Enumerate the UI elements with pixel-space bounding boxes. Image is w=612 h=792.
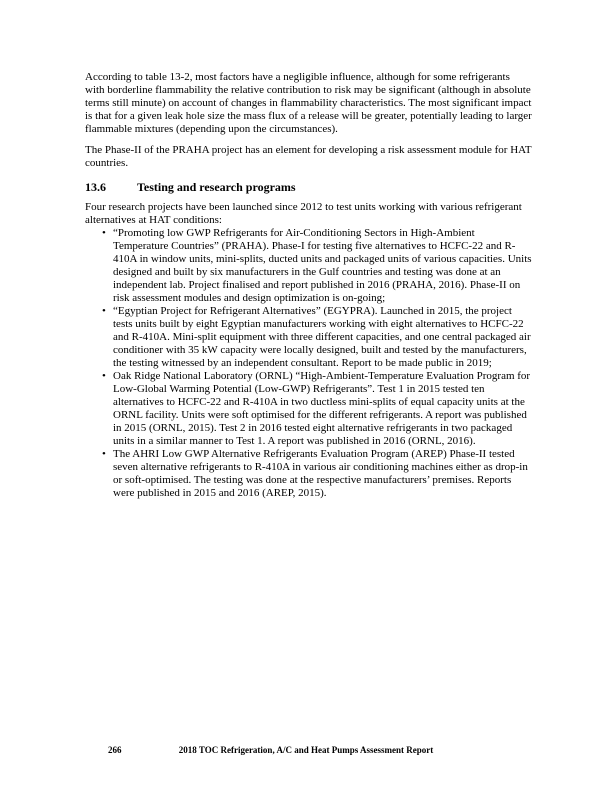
bullet-icon: • [102, 370, 106, 382]
list-item-praha [85, 227, 532, 305]
paragraph-risk-factors: According to table 13-2, most factors have a negligible influence, although for some refrigerants with borderline flammability the relative contribution to risk may be significant (although in absolute terms still minute) on account of changes in flammability characteristics. The most significant impact is that for a given leak hole size the mass flux of a release will be greater, potentially leading to larger flammable mixtures (depending upon the circumstances). [85, 71, 532, 135]
section-heading [85, 180, 532, 194]
list-item-text: Oak Ridge National Laboratory (ORNL) “High-Ambient-Temperature Evaluation Program for Low-Global Warming Potential (Low-GWP) Refrigerants”. Test 1 in 2015 tested ten alternatives to HCFC-22 and R-410A in two ductless mini-splits of equal capacity units at the ORNL facility. Units were soft optimised for the different refrigerants. A report was published in 2015 (ORNL, 2015). Test 2 in 2016 tested eight alternative refrigerants in two packaged units in a similar manner to Test 1. A report was published in 2016 (ORNL, 2016). [113, 370, 531, 447]
list-item-text: “Promoting low GWP Refrigerants for Air-Conditioning Sectors in High-Ambient Temperature Countries” (PRAHA). Phase-I for testing five alternatives to HCFC-22 and R-410A in window units, mini-splits, ducted units and packaged units of various capacities. Units designed and built by six manufacturers in the Gulf countries and testing was done at an independent lab. Project finalised and report published in 2016 (PRAHA, 2016). Phase-II on risk assessment modules and design optimization is on-going; [113, 227, 532, 304]
list-item-text: The AHRI Low GWP Alternative Refrigerants Evaluation Program (AREP) Phase-II tested seven alternative refrigerants to R-410A in various air conditioning machines either as drop-in or soft-optimised. The testing was done at the respective manufacturers’ premises. Reports were published in 2015 and 2016 (AREP, 2015). [113, 448, 528, 499]
bullet-icon: • [102, 227, 106, 239]
intro-paragraph: Four research projects have been launched since 2012 to test units working with various refrigerant alternatives at HAT conditions: [85, 201, 522, 226]
page-body-text [85, 71, 532, 500]
list-item-text: “Egyptian Project for Refrigerant Alternatives” (EGYPRA). Launched in 2015, the project tests units built by eight Egyptian manufacturers working with eight alternatives to HCFC-22 and R-410A. Mini-split equipment with three different capacities, and one central packaged air conditioner with 35 kW capacity were locally designed, built and tested by the manufacturers, the testing witnessed by an independent consultant. Report to be made public in 2019; [113, 305, 531, 369]
section-title: Testing and research programs [137, 180, 296, 194]
page-footer [0, 745, 612, 756]
list-item-egypra [85, 305, 532, 370]
page-number: 266 [108, 745, 122, 755]
research-projects-list [85, 227, 532, 500]
section-number: 13.6 [85, 180, 106, 194]
paragraph-praha-phase2: The Phase-II of the PRAHA project has an element for developing a risk assessment module for HAT countries. [85, 144, 532, 169]
bullet-icon: • [102, 305, 106, 317]
footer-report-title: 2018 TOC Refrigeration, A/C and Heat Pumps Assessment Report [178, 745, 434, 755]
list-item-ornl [85, 370, 532, 448]
list-item-arep [85, 448, 532, 500]
bullet-icon: • [102, 448, 106, 460]
